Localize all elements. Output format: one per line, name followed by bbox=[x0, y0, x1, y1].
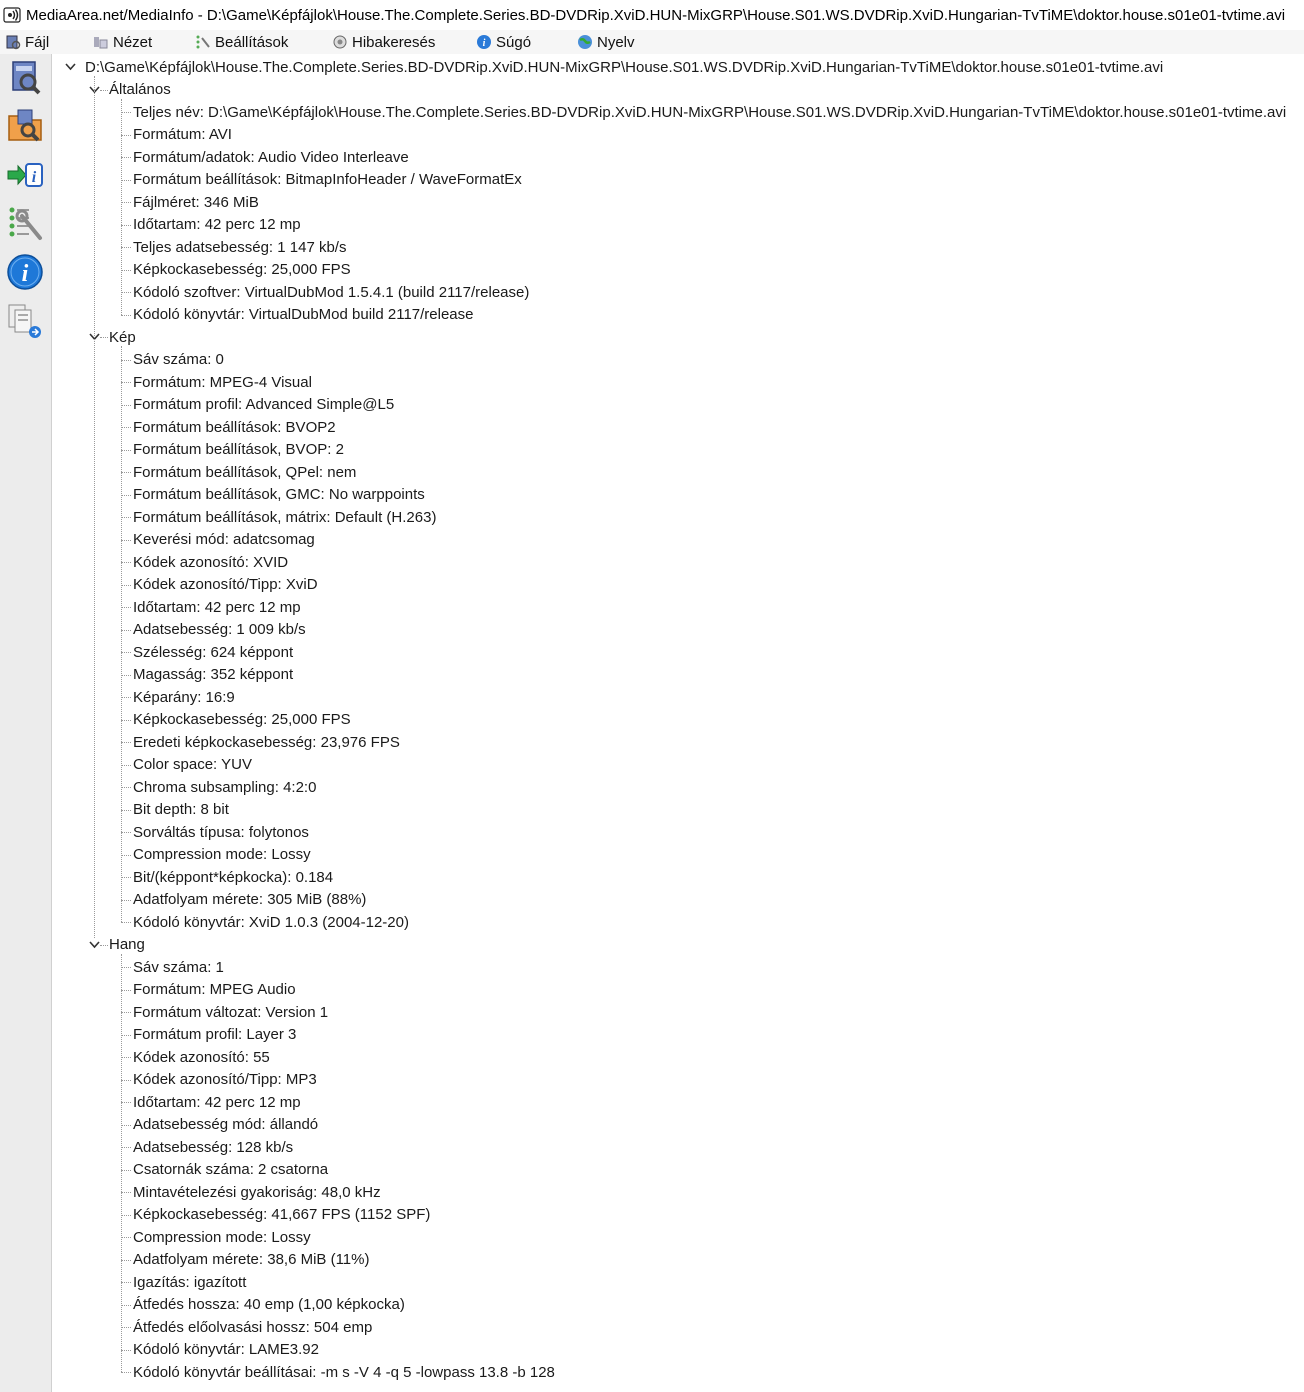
menu-language[interactable] bbox=[576, 30, 635, 54]
tree-property-item[interactable]: Adatsebesség: 128 kb/s bbox=[133, 1138, 294, 1156]
about-icon bbox=[5, 252, 45, 292]
tree-connector-line bbox=[121, 742, 131, 743]
tree-property-item[interactable]: Mintavételezési gyakoriság: 48,0 kHz bbox=[133, 1183, 381, 1201]
tree-property-item[interactable]: Formátum beállítások: BitmapInfoHeader / WaveFormatEx bbox=[133, 171, 522, 188]
tree-property-item[interactable]: Kódek azonosító/Tipp: MP3 bbox=[133, 1071, 317, 1088]
tree-connector-line bbox=[121, 1057, 131, 1058]
tree-section-audio[interactable]: Hang bbox=[109, 936, 145, 953]
tree-property-item[interactable]: Color space: YUV bbox=[133, 756, 252, 773]
tree-connector-line bbox=[121, 225, 131, 226]
tree-connector-line bbox=[121, 967, 131, 968]
menu-settings-label: Beállítások bbox=[215, 33, 289, 51]
open-folder-button[interactable] bbox=[4, 104, 46, 146]
tree-property-item[interactable]: Kódoló könyvtár: VirtualDubMod build 2117/release bbox=[133, 306, 474, 323]
open-file-button[interactable] bbox=[4, 56, 46, 98]
open-folder-icon bbox=[6, 106, 44, 144]
menu-language-label: Nyelv bbox=[597, 33, 635, 51]
tree-property-item[interactable]: Bit/(képpont*képkocka): 0.184 bbox=[133, 868, 334, 886]
tree-property-item[interactable]: Compression mode: Lossy bbox=[133, 1228, 311, 1246]
tree-property-item[interactable]: Eredeti képkockasebesség: 23,976 FPS bbox=[133, 733, 400, 751]
tree-property-item[interactable]: Képkockasebesség: 41,667 FPS (1152 SPF) bbox=[133, 1206, 431, 1223]
tree-connector-line bbox=[121, 427, 131, 428]
tree-connector-line bbox=[121, 495, 131, 496]
svg-text:i: i bbox=[21, 261, 29, 287]
tree-connector-line bbox=[121, 180, 131, 181]
tree-property-item[interactable]: Formátum profil: Advanced Simple@L5 bbox=[133, 396, 395, 413]
export-button[interactable] bbox=[4, 154, 46, 196]
tree-connector-line bbox=[121, 1282, 131, 1283]
tree-section-general[interactable]: Általános bbox=[109, 81, 171, 98]
tree-connector-line bbox=[121, 1327, 131, 1328]
tree-connector-line bbox=[121, 315, 131, 316]
tree-connector-line bbox=[121, 1080, 131, 1081]
tree-connector-line bbox=[121, 954, 122, 1373]
tree-property-item[interactable]: Formátum beállítások, mátrix: Default (H.263) bbox=[133, 508, 437, 526]
tree-connector-line bbox=[121, 1035, 131, 1036]
tree-property-item[interactable]: Képkockasebesség: 25,000 FPS bbox=[133, 261, 351, 278]
tree-property-item[interactable]: Képkockasebesség: 25,000 FPS bbox=[133, 711, 351, 728]
tree-connector-line bbox=[121, 585, 131, 586]
debug-icon bbox=[331, 33, 349, 51]
tree-property-item[interactable]: Kódek azonosító: XVID bbox=[133, 553, 289, 571]
tree-property-item[interactable]: Formátum profil: Layer 3 bbox=[133, 1026, 297, 1043]
tree-property-item[interactable]: Formátum: MPEG Audio bbox=[133, 981, 296, 998]
mediainfo-app-icon bbox=[2, 5, 22, 25]
tree-connector-line bbox=[121, 1192, 131, 1193]
menu-file[interactable] bbox=[4, 30, 49, 54]
tree-connector-line bbox=[121, 810, 131, 811]
tree-connector-line bbox=[121, 247, 131, 248]
tree-property-item[interactable]: Bit depth: 8 bit bbox=[133, 801, 229, 818]
knowledge-button[interactable] bbox=[4, 300, 46, 342]
tree-root-file-path[interactable]: D:\Game\Képfájlok\House.The.Complete.Series.BD-DVDRip.XviD.HUN-MixGRP\House.S01.WS.DVDRip.XviD.Hungarian-TvTiME\doktor.house.s01e01-tvtime.avi bbox=[85, 58, 1164, 76]
tree-connector-line bbox=[121, 562, 131, 563]
tree-connector-line bbox=[121, 1237, 131, 1238]
tree-connector-line bbox=[100, 90, 108, 91]
tree-connector-line bbox=[121, 765, 131, 766]
tree-property-item[interactable]: Csatornák száma: 2 csatorna bbox=[133, 1161, 329, 1178]
menu-file-label: Fájl bbox=[25, 33, 50, 51]
tree-property-item[interactable]: Chroma subsampling: 4:2:0 bbox=[133, 778, 317, 796]
tree-property-item[interactable]: Teljes név: D:\Game\Képfájlok\House.The.Complete.Series.BD-DVDRip.XviD.HUN-MixGRP\House.S01.WS.DVDRip.XviD.Hungarian-TvTiME\doktor.house.s01e01-tvtime.avi bbox=[133, 103, 1287, 121]
tree-property-item[interactable]: Fájlméret: 346 MiB bbox=[133, 193, 259, 211]
tree-expand-root-chevron[interactable] bbox=[64, 61, 76, 73]
menu-settings[interactable] bbox=[194, 30, 288, 54]
settings-icon bbox=[194, 33, 212, 51]
tree-property-item[interactable]: Kódek azonosító: 55 bbox=[133, 1048, 270, 1066]
tree-connector-line bbox=[121, 517, 131, 518]
tree-property-item[interactable]: Kódoló könyvtár beállításai: -m s -V 4 -q 5 -lowpass 13.8 -b 128 bbox=[133, 1363, 555, 1381]
tree-connector-line bbox=[121, 99, 122, 315]
tree-property-item[interactable]: Sorváltás típusa: folytonos bbox=[133, 823, 309, 841]
tree-property-item[interactable]: Formátum beállítások, BVOP: 2 bbox=[133, 441, 344, 458]
tree-connector-line bbox=[121, 630, 131, 631]
tree-connector-line bbox=[121, 1170, 131, 1171]
menu-help[interactable] bbox=[475, 30, 531, 54]
tree-property-item[interactable]: Adatfolyam mérete: 305 MiB (88%) bbox=[133, 891, 367, 908]
tree-property-item[interactable]: Formátum/adatok: Audio Video Interleave bbox=[133, 148, 409, 166]
tree-connector-line bbox=[121, 1012, 131, 1013]
tree-property-item[interactable]: Kódoló szoftver: VirtualDubMod 1.5.4.1 (build 2117/release) bbox=[133, 283, 530, 301]
tree-connector-line bbox=[121, 1260, 131, 1261]
menu-bar bbox=[0, 30, 1304, 54]
about-button[interactable] bbox=[4, 251, 46, 293]
tree-connector-line bbox=[121, 202, 131, 203]
tree-connector-line bbox=[121, 1147, 131, 1148]
tree-connector-line bbox=[121, 900, 131, 901]
tree-connector-line bbox=[121, 1372, 131, 1373]
tree-property-item[interactable]: Szélesség: 624 képpont bbox=[133, 643, 294, 661]
tree-connector-line bbox=[121, 135, 131, 136]
tree-property-item[interactable]: Sáv száma: 1 bbox=[133, 958, 224, 976]
tree-connector-line bbox=[121, 405, 131, 406]
tree-connector-line bbox=[121, 1125, 131, 1126]
tree-connector-line bbox=[121, 652, 131, 653]
info-tree-view[interactable] bbox=[54, 54, 1304, 1392]
menu-debug-label: Hibakeresés bbox=[352, 33, 436, 51]
tree-property-item[interactable]: Sáv száma: 0 bbox=[133, 351, 224, 368]
tree-connector-line bbox=[121, 112, 131, 113]
window-title: MediaArea.net/MediaInfo - D:\Game\Képfájlok\House.The.Complete.Series.BD-DVDRip.XviD.HUN-MixGRP\House.S01.WS.DVDRip.XviD.Hungarian-TvTiME\doktor.house.s01e01-tvtime.avi bbox=[26, 6, 1286, 24]
tree-connector-line bbox=[121, 540, 131, 541]
tree-connector-line bbox=[121, 697, 131, 698]
tree-property-item[interactable]: Időtartam: 42 perc 12 mp bbox=[133, 1093, 301, 1111]
tree-property-item[interactable]: Időtartam: 42 perc 12 mp bbox=[133, 216, 301, 233]
tree-connector-line bbox=[121, 607, 131, 608]
tree-connector-line bbox=[121, 1350, 131, 1351]
tree-expand-section-chevron[interactable] bbox=[88, 939, 100, 951]
open-file-icon bbox=[6, 58, 44, 96]
tree-property-item[interactable]: Formátum beállítások: BVOP2 bbox=[133, 418, 336, 436]
menu-view[interactable] bbox=[92, 30, 152, 54]
export-icon bbox=[6, 156, 44, 194]
menu-debug[interactable] bbox=[331, 30, 435, 54]
file-icon bbox=[4, 33, 22, 51]
tree-property-item[interactable]: Átfedés előolvasási hossz: 504 emp bbox=[133, 1318, 373, 1336]
tree-connector-line bbox=[121, 270, 131, 271]
knowledge-icon bbox=[6, 302, 44, 340]
tree-connector-line bbox=[121, 832, 131, 833]
tree-connector-line bbox=[100, 945, 108, 946]
tree-property-item[interactable]: Igazítás: igazított bbox=[133, 1273, 247, 1291]
tree-connector-line bbox=[121, 990, 131, 991]
tree-property-item[interactable]: Adatsebesség: 1 009 kb/s bbox=[133, 621, 306, 638]
tree-property-item[interactable]: Adatfolyam mérete: 38,6 MiB (11%) bbox=[133, 1251, 370, 1268]
tree-property-item[interactable]: Képarány: 16:9 bbox=[133, 688, 235, 706]
menu-help-label: Súgó bbox=[496, 33, 532, 51]
language-icon bbox=[576, 33, 594, 51]
tree-property-item[interactable]: Formátum beállítások, GMC: No warppoints bbox=[133, 486, 425, 503]
tree-property-item[interactable]: Teljes adatsebesség: 1 147 kb/s bbox=[133, 238, 347, 256]
tree-connector-line bbox=[121, 1215, 131, 1216]
tree-connector-line bbox=[121, 1102, 131, 1103]
tree-connector-line bbox=[121, 382, 131, 383]
tree-property-item[interactable]: Compression mode: Lossy bbox=[133, 846, 311, 863]
tree-connector-line bbox=[121, 787, 131, 788]
tree-property-item[interactable]: Formátum beállítások, QPel: nem bbox=[133, 463, 357, 481]
tree-property-item[interactable]: Keverési mód: adatcsomag bbox=[133, 531, 315, 548]
svg-text:i: i bbox=[482, 38, 486, 49]
tree-property-item[interactable]: Formátum: AVI bbox=[133, 126, 232, 143]
tree-connector-line bbox=[121, 675, 131, 676]
tree-property-item[interactable]: Kódoló könyvtár: XviD 1.0.3 (2004-12-20) bbox=[133, 913, 409, 931]
menu-view-label: Nézet bbox=[113, 33, 153, 51]
tree-property-item[interactable]: Átfedés hossza: 40 emp (1,00 képkocka) bbox=[133, 1296, 405, 1313]
tree-connector-line bbox=[121, 922, 131, 923]
tree-property-item[interactable]: Kódoló könyvtár: LAME3.92 bbox=[133, 1341, 319, 1358]
tree-connector-line bbox=[100, 337, 108, 338]
tree-connector-line bbox=[94, 76, 95, 938]
tree-connector-line bbox=[121, 360, 131, 361]
view-icon bbox=[92, 33, 110, 51]
tree-property-item[interactable]: Adatsebesség mód: állandó bbox=[133, 1116, 319, 1133]
help-icon bbox=[475, 33, 493, 51]
tree-property-item[interactable]: Időtartam: 42 perc 12 mp bbox=[133, 598, 301, 616]
tree-section-video[interactable]: Kép bbox=[109, 328, 136, 346]
preferences-icon bbox=[6, 204, 44, 242]
tree-connector-line bbox=[121, 346, 122, 922]
tree-connector-line bbox=[121, 292, 131, 293]
tree-property-item[interactable]: Formátum: MPEG-4 Visual bbox=[133, 373, 312, 391]
sidebar bbox=[0, 54, 52, 1392]
tree-connector-line bbox=[121, 450, 131, 451]
title-bar bbox=[0, 0, 1304, 30]
tree-property-item[interactable]: Magasság: 352 képpont bbox=[133, 666, 294, 683]
tree-connector-line bbox=[121, 1305, 131, 1306]
tree-connector-line bbox=[121, 472, 131, 473]
tree-property-item[interactable]: Formátum változat: Version 1 bbox=[133, 1003, 329, 1021]
tree-property-item[interactable]: Kódek azonosító/Tipp: XviD bbox=[133, 576, 318, 593]
tree-connector-line bbox=[121, 157, 131, 158]
preferences-button[interactable] bbox=[4, 202, 46, 244]
tree-connector-line bbox=[121, 855, 131, 856]
svg-text:i: i bbox=[31, 169, 37, 186]
tree-connector-line bbox=[121, 877, 131, 878]
tree-connector-line bbox=[121, 720, 131, 721]
